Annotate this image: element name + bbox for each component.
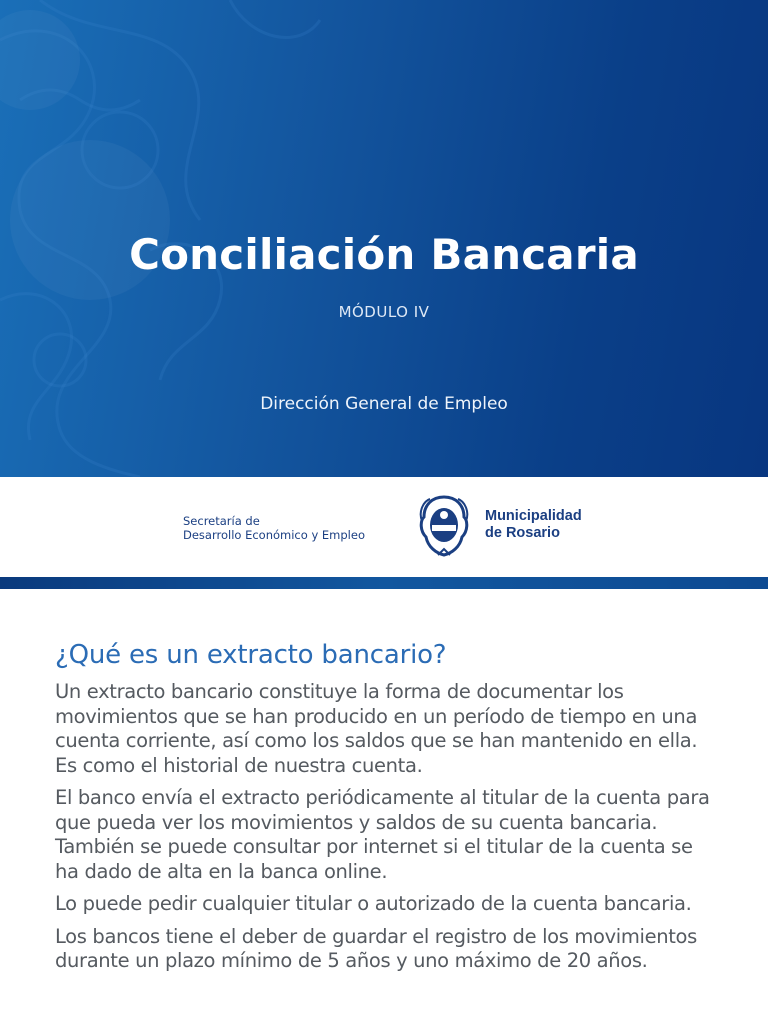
paragraph-2: El banco envía el extracto periódicamente al titular de la cuenta para que pueda ver los movimientos y saldos de su cuenta bancaria. También se puede consultar por internet si el titular de la cuenta se ha dado de alta en la banca online.: [55, 786, 710, 883]
page-title: Conciliación Bancaria: [129, 230, 639, 279]
department-label: Dirección General de Empleo: [260, 394, 508, 414]
paragraph-4: Los bancos tiene el deber de guardar el registro de los movimientos durante un plazo mínimo de 5 años y uno máximo de 20 años.: [55, 924, 697, 972]
secretaria-line-1: Secretaría de: [183, 514, 260, 528]
municipalidad-line-2: de Rosario: [485, 525, 560, 541]
municipalidad-line-1: Municipalidad: [485, 508, 582, 524]
secretaria-line-2: Desarrollo Económico y Empleo: [183, 528, 365, 542]
module-label: MÓDULO IV: [338, 303, 430, 321]
secretaria-logo: [183, 514, 365, 542]
paragraph-1: Un extracto bancario constituye la forma de documentar los movimientos que se han producido en un período de tiempo en una cuenta corriente, así como los saldos que se han mantenido en ella. Es como el historial de nuestra cuenta.: [55, 680, 698, 777]
logo-bar: [0, 477, 768, 577]
cover-banner: [0, 0, 768, 477]
section-heading: ¿Qué es un extracto bancario?: [55, 640, 447, 670]
rosario-seal-icon: [416, 491, 472, 559]
paragraph-3: Lo puede pedir cualquier titular o autorizado de la cuenta bancaria.: [55, 892, 692, 915]
municipalidad-logo-text: [485, 508, 582, 542]
section-divider: [0, 577, 768, 589]
main-content: [55, 640, 715, 982]
